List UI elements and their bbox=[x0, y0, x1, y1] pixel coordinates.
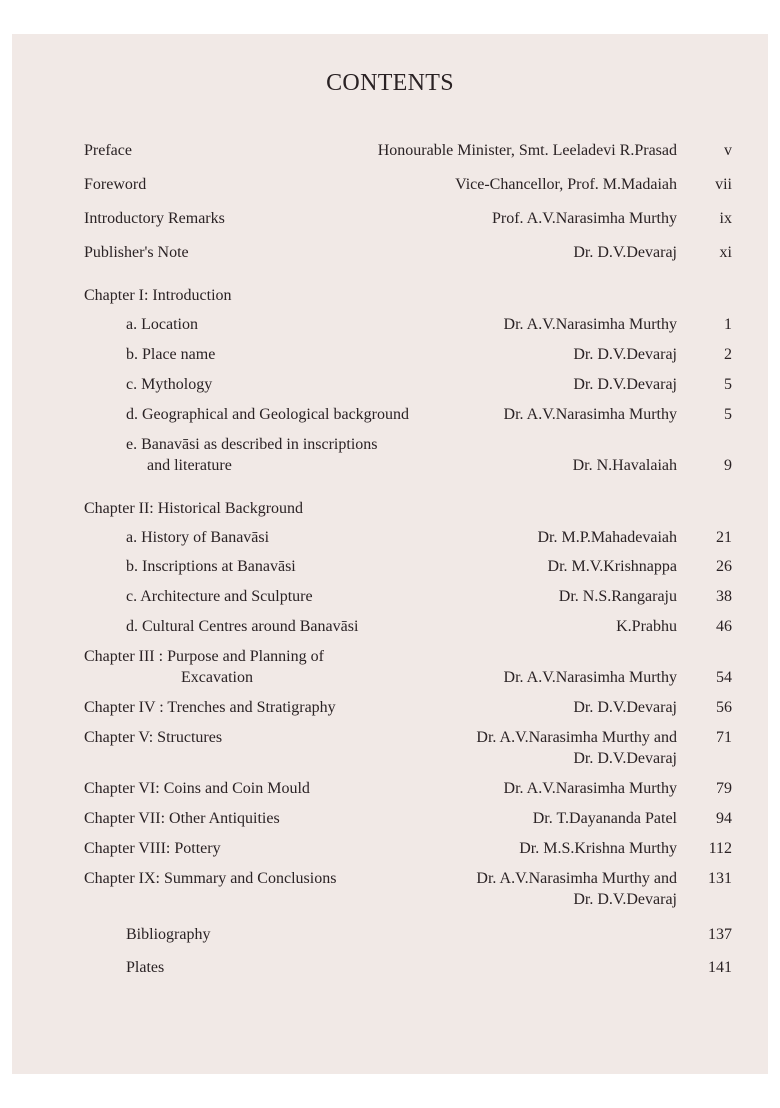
entry-label-line: Chapter III : Purpose and Planning of bbox=[84, 648, 324, 665]
entry-label: Chapter IX: Summary and Conclusions bbox=[84, 870, 337, 887]
entry-page: 141 bbox=[708, 959, 732, 976]
entry-label: d. Geographical and Geological background bbox=[126, 406, 410, 423]
entry-author: Honourable Minister, Smt. Leeladevi R.Prasad bbox=[377, 142, 677, 159]
entry-author: K.Prabhu bbox=[616, 618, 677, 635]
entry-label: c. Mythology bbox=[126, 376, 213, 393]
entry-author: Dr. A.V.Narasimha Murthy bbox=[503, 669, 677, 686]
entry-label: a. History of Banavāsi bbox=[126, 529, 270, 546]
entry-label: a. Location bbox=[126, 316, 198, 333]
entry-page: 2 bbox=[724, 346, 732, 363]
entry-page: xi bbox=[719, 244, 732, 261]
entry-author: Dr. M.S.Krishna Murthy bbox=[519, 840, 677, 857]
entry-page: 79 bbox=[716, 780, 732, 797]
entry-label: Chapter I: Introduction bbox=[84, 287, 232, 304]
entry-label: Bibliography bbox=[126, 926, 211, 943]
entry-page: vii bbox=[715, 176, 732, 193]
entry-label bbox=[126, 434, 378, 476]
entry-page: 5 bbox=[724, 406, 732, 423]
entry-label bbox=[84, 646, 324, 688]
entry-author: Dr. D.V.Devaraj bbox=[573, 244, 677, 261]
entry-page: 1 bbox=[724, 316, 732, 333]
entry-author: Dr. D.V.Devaraj bbox=[573, 699, 677, 716]
entry-page: 9 bbox=[724, 457, 732, 474]
entry-author: Prof. A.V.Narasimha Murthy bbox=[491, 210, 677, 227]
entry-author: Dr. D.V.Devaraj bbox=[573, 346, 677, 363]
entry-label: Publisher's Note bbox=[84, 244, 189, 261]
entry-label: Chapter VII: Other Antiquities bbox=[84, 810, 280, 827]
entry-label: c. Architecture and Sculpture bbox=[126, 588, 313, 605]
entry-label-continued: and literature bbox=[147, 457, 232, 474]
entry-author bbox=[476, 727, 677, 769]
entry-author: Dr. A.V.Narasimha Murthy bbox=[503, 780, 677, 797]
page-title: CONTENTS bbox=[326, 70, 454, 96]
entry-author: Dr. D.V.Devaraj bbox=[573, 376, 677, 393]
entry-page: 26 bbox=[716, 558, 732, 575]
entry-author-line-2: Dr. D.V.Devaraj bbox=[573, 891, 677, 908]
entry-author: Dr. N.S.Rangaraju bbox=[558, 588, 677, 605]
entry-page: 38 bbox=[716, 588, 732, 605]
entry-label: Plates bbox=[126, 959, 165, 976]
entry-label: Preface bbox=[84, 142, 132, 159]
entry-label: b. Inscriptions at Banavāsi bbox=[126, 558, 296, 575]
entry-page: 131 bbox=[708, 870, 732, 887]
entry-page: 94 bbox=[716, 810, 732, 827]
entry-page: 112 bbox=[708, 840, 732, 857]
entry-page: 46 bbox=[716, 618, 732, 635]
entry-author: Dr. M.V.Krishnappa bbox=[547, 558, 677, 575]
entry-label-continued: Excavation bbox=[181, 669, 253, 686]
entry-page: ix bbox=[719, 210, 732, 227]
entry-page: 54 bbox=[716, 669, 732, 686]
entry-label: b. Place name bbox=[126, 346, 216, 363]
entry-author: Vice-Chancellor, Prof. M.Madaiah bbox=[455, 176, 677, 193]
entry-page: 56 bbox=[716, 699, 732, 716]
entry-label: Foreword bbox=[84, 176, 147, 193]
entry-label: Chapter VIII: Pottery bbox=[84, 840, 221, 857]
entry-page: v bbox=[724, 142, 732, 159]
entry-page: 137 bbox=[708, 926, 732, 943]
entry-label: Chapter VI: Coins and Coin Mould bbox=[84, 780, 310, 797]
entry-author: Dr. A.V.Narasimha Murthy bbox=[503, 316, 677, 333]
entry-page: 5 bbox=[724, 376, 732, 393]
entry-label: Chapter II: Historical Background bbox=[84, 500, 304, 517]
entry-author: Dr. A.V.Narasimha Murthy bbox=[503, 406, 677, 423]
entry-author: Dr. N.Havalaiah bbox=[572, 457, 677, 474]
entry-author-line: Dr. A.V.Narasimha Murthy and bbox=[476, 870, 677, 887]
document-page bbox=[12, 34, 768, 1074]
entry-label: Chapter V: Structures bbox=[84, 729, 223, 746]
entry-label: Introductory Remarks bbox=[84, 210, 225, 227]
entry-label-line: e. Banavāsi as described in inscriptions bbox=[126, 436, 378, 453]
entry-label: d. Cultural Centres around Banavāsi bbox=[126, 618, 359, 635]
entry-author: Dr. M.P.Mahadevaiah bbox=[537, 529, 677, 546]
entry-page: 21 bbox=[716, 529, 732, 546]
entry-author: Dr. T.Dayananda Patel bbox=[532, 810, 677, 827]
entry-author bbox=[476, 868, 677, 910]
entry-page: 71 bbox=[716, 729, 732, 746]
entry-label: Chapter IV : Trenches and Stratigraphy bbox=[84, 699, 336, 716]
entry-author-line-2: Dr. D.V.Devaraj bbox=[573, 750, 677, 767]
entry-author-line: Dr. A.V.Narasimha Murthy and bbox=[476, 729, 677, 746]
